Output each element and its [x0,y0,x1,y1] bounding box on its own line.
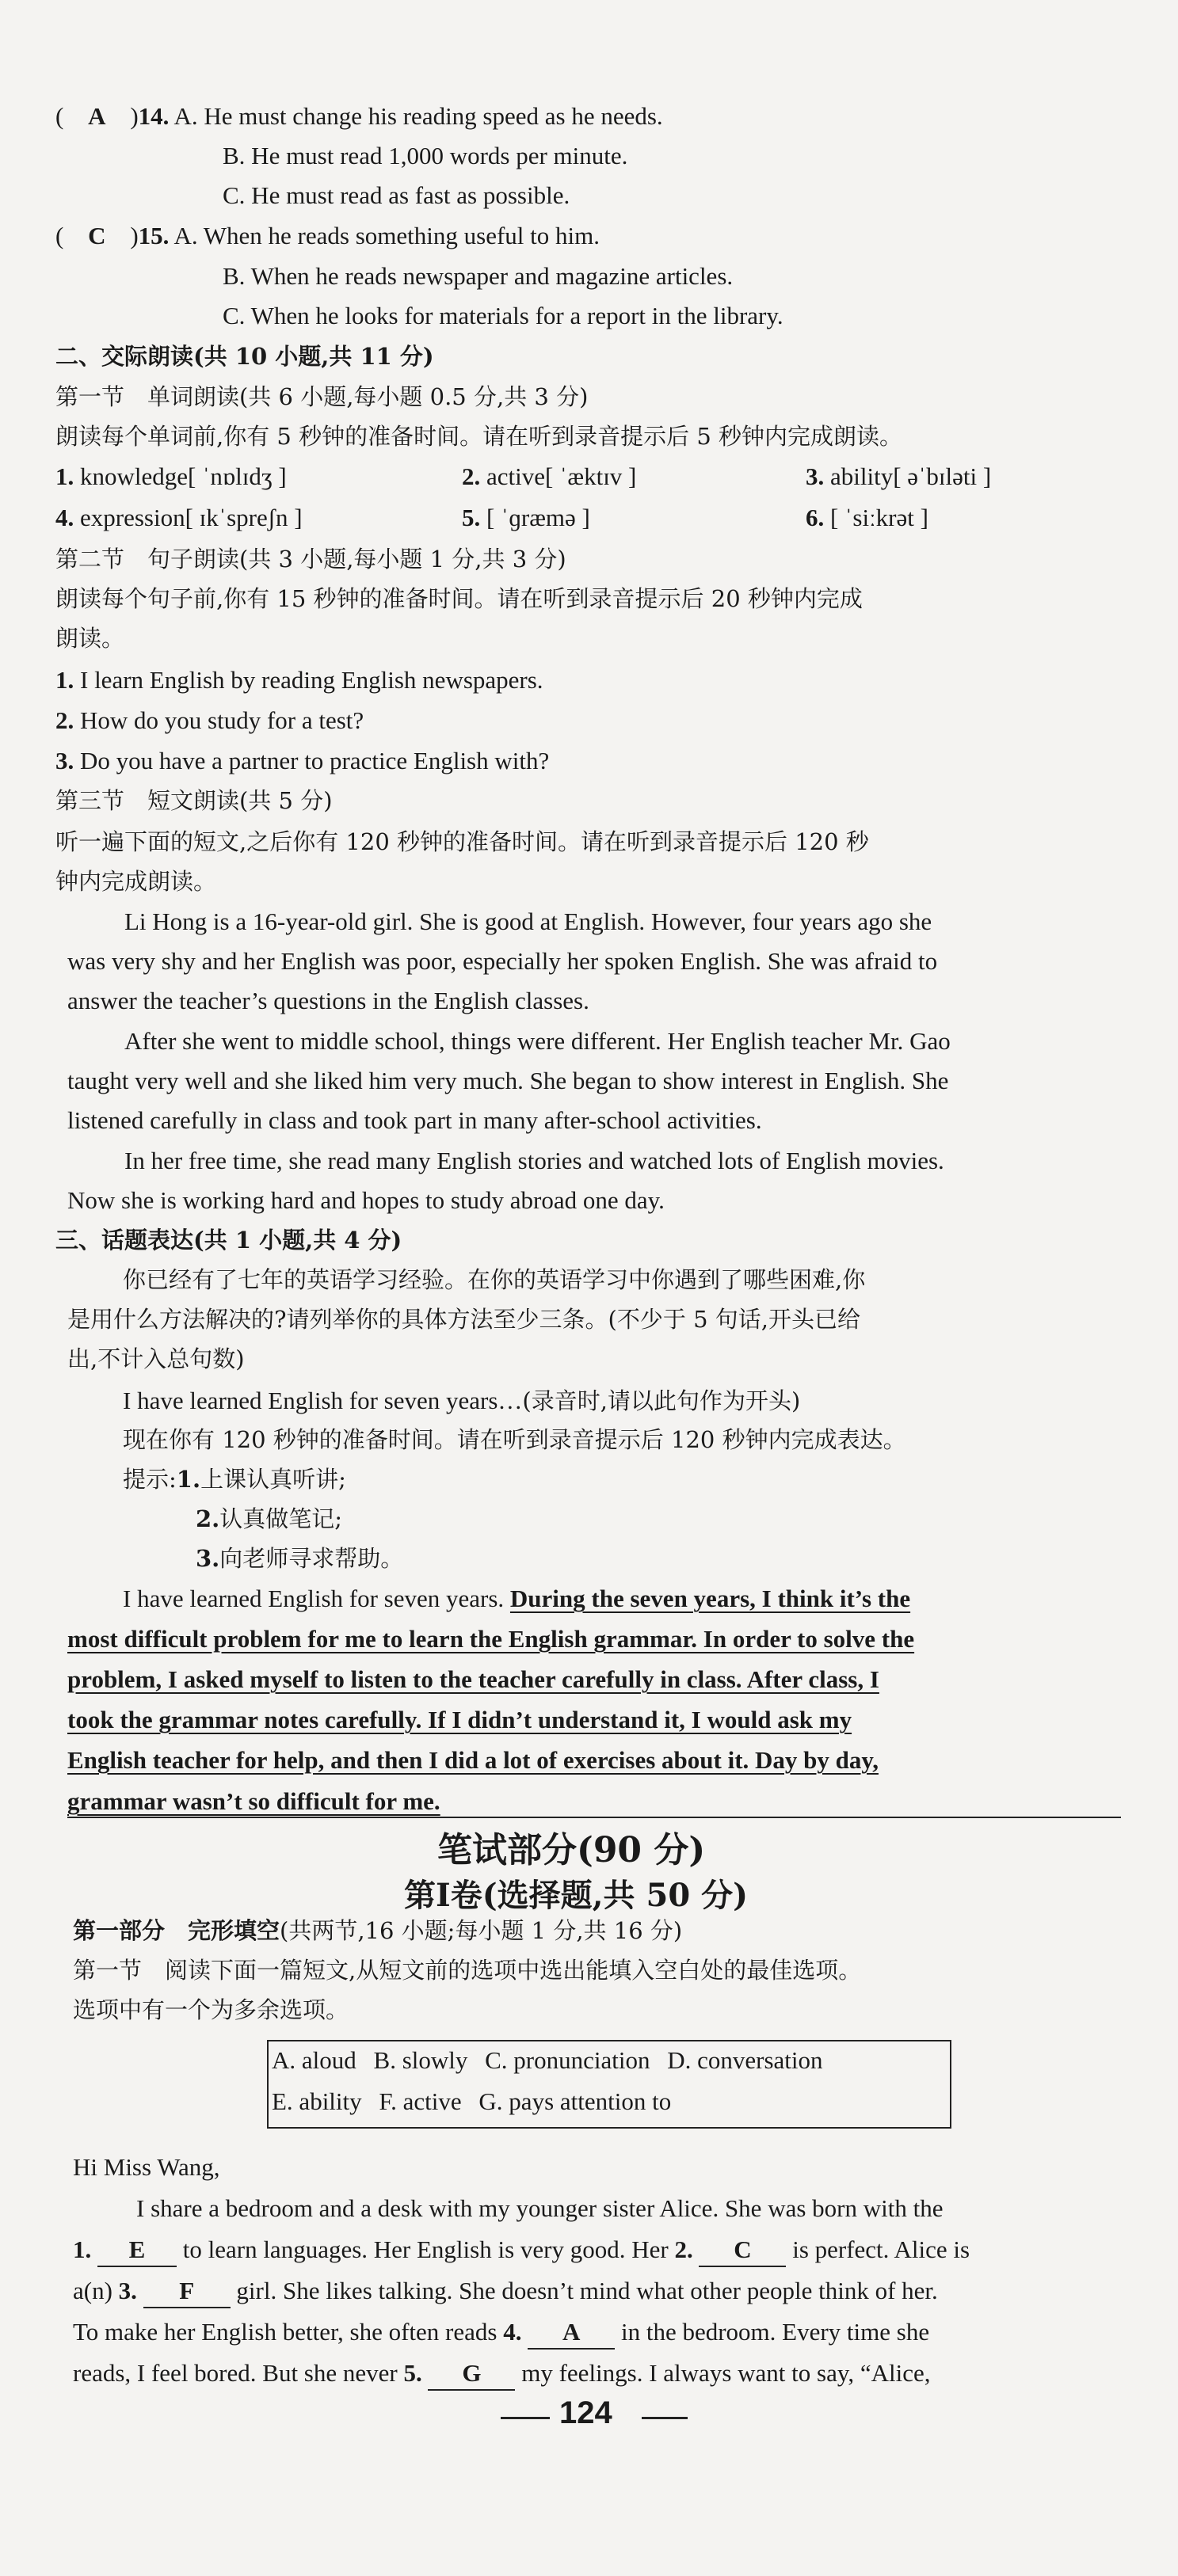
option-row [272,2087,671,2116]
blank-5: G [428,2358,515,2391]
answer-start: I have learned English for seven years. [123,1585,505,1612]
hint-number: 1. [176,1466,201,1493]
page-number: 124 [559,2395,612,2430]
part-title [73,1916,682,1945]
section-title-topic: 三、话题表达(共 1 小题,共 4 分) [55,1227,402,1254]
passage-line: Now she is working hard and hopes to study abroad one day. [67,1186,665,1214]
letter-text: my feelings. I always want to say, “Alice, [521,2359,931,2387]
topic-prep: 现在你有 120 秒钟的准备时间。请在听到录音提示后 120 秒钟内完成表达。 [123,1426,906,1453]
option-a: A. He must change his reading speed as he needs. [173,102,663,130]
topic-opening [123,1386,800,1417]
blank-number: 3. [118,2277,137,2304]
word-item [462,503,590,534]
option-item: F. active [379,2087,462,2115]
model-answer-text: most difficult problem for me to learn the English grammar. In order to solve the [67,1625,915,1653]
passage-line: In her free time, she read many English stories and watched lots of English movies. [124,1147,944,1174]
section-title-speaking: 二、交际朗读(共 10 小题,共 11 分) [55,343,434,370]
blank-4: A [528,2317,615,2350]
options-box [267,2040,951,2129]
word-number: 5. [462,504,481,531]
hint-number: 2. [196,1505,220,1532]
letter-line [73,2358,930,2391]
sentence-number: 2. [55,706,74,734]
volume-title: 第Ⅰ卷(选择题,共 50 分) [404,1877,749,1914]
answer-underline [67,1817,1121,1818]
part-note: (共两节,16 小题;每小题 1 分,共 16 分) [280,1917,683,1944]
word-item [806,462,991,493]
part2-instruction: 朗读。 [55,625,125,652]
option-item: C. pronunciation [485,2046,650,2074]
topic-prompt: 出,不计入总句数) [67,1345,245,1372]
letter-line [73,2317,929,2350]
passage-line: After she went to middle school, things were different. Her English teacher Mr. Gao [124,1027,951,1055]
hint-label: 提示: [123,1466,177,1493]
word-number: 1. [55,462,74,490]
part-heading: 第一部分 完形填空 [73,1917,280,1944]
blank-number: 4. [503,2318,522,2346]
option-item: A. aloud [272,2046,356,2074]
part3-title: 第三节 短文朗读(共 5 分) [55,787,333,814]
answer-14: A [88,102,106,130]
part2-title: 第二节 句子朗读(共 3 小题,每小题 1 分,共 3 分) [55,546,566,573]
model-answer-text: took the grammar notes carefully. If I didn’t understand it, I would ask my [67,1706,852,1733]
sentence-item [55,665,543,696]
word-number: 6. [806,504,825,531]
letter-greeting: Hi Miss Wang, [73,2153,220,2181]
letter-text: in the bedroom. Every time she [620,2318,930,2346]
option-b: B. He must read 1,000 words per minute. [223,142,628,169]
word-item [55,462,287,493]
option-row [272,2046,823,2075]
letter-text: to learn languages. Her English is very good. Her [182,2235,669,2263]
passage-line: taught very well and she liked him very much. She began to show interest in English. She [67,1067,949,1094]
section-instruction: 选项中有一个为多余选项。 [73,1996,349,2023]
letter-text: is perfect. Alice is [792,2235,970,2263]
topic-prompt: 你已经有了七年的英语学习经验。在你的英语学习中你遇到了哪些困难,你 [123,1266,866,1293]
blank-number: 1. [73,2235,92,2263]
question-14: ( A )14. A. He must change his reading speed as he needs. [55,101,663,132]
letter-text: girl. She likes talking. She doesn’t mind what other people think of her. [236,2277,938,2304]
hint-text: 向老师寻求帮助。 [219,1545,404,1572]
sentence-text: I learn English by reading English newspapers. [80,666,543,694]
sentence-item [55,746,549,777]
part1-title: 第一节 单词朗读(共 6 小题,每小题 0.5 分,共 3 分) [55,383,589,410]
sentence-text: Do you have a partner to practice English with? [80,747,550,774]
topic-prompt: 是用什么方法解决的?请列举你的具体方法至少三条。(不少于 5 句话,开头已给 [67,1306,860,1333]
blank-number: 5. [403,2359,422,2387]
letter-line: I share a bedroom and a desk with my younger sister Alice. She was born with the [136,2194,944,2222]
model-answer-text: problem, I asked myself to listen to the teacher carefully in class. After class, I [67,1665,879,1693]
opening-sentence: I have learned English for seven years… [123,1387,523,1414]
blank-number: 2. [674,2235,693,2263]
word-text: [ ˈsiːkrət ] [830,504,928,531]
word-text: ability[ əˈbɪləti ] [830,462,992,490]
blank-1: E [97,2235,177,2267]
part3-instruction: 听一遍下面的短文,之后你有 120 秒钟的准备时间。请在听到录音提示后 120 秒 [55,828,869,855]
written-part-title: 笔试部分(90 分) [437,1830,706,1870]
answer-15: C [88,222,106,249]
option-item: G. pays attention to [478,2087,672,2115]
hint-number: 3. [196,1545,220,1572]
passage-line: answer the teacher’s questions in the English classes. [67,987,589,1014]
word-number: 3. [806,462,825,490]
letter-text: a(n) [73,2277,112,2304]
answer-line [123,1584,910,1615]
word-text: expression[ ɪkˈspreʃn ] [80,504,303,531]
part1-instruction: 朗读每个单词前,你有 5 秒钟的准备时间。请在听到录音提示后 5 秒钟内完成朗读。 [55,423,902,450]
word-number: 4. [55,504,74,531]
hint-item [123,1465,346,1493]
page-number-dash-left [501,2417,550,2419]
sentence-item [55,706,364,736]
blank-3: F [143,2276,231,2308]
letter-line [73,2235,970,2267]
letter-text: To make her English better, she often reads [73,2318,498,2346]
hint-text: 认真做笔记; [219,1505,343,1532]
word-item [55,503,303,534]
word-text: knowledge[ ˈnɒlɪdʒ ] [80,462,287,490]
word-text: [ ˈɡræmə ] [486,504,590,531]
passage-line: was very shy and her English was poor, especially her spoken English. She was afraid to [67,947,938,975]
hint-item [196,1544,403,1573]
option-c: C. He must read as fast as possible. [223,181,570,209]
option-item: B. slowly [373,2046,468,2074]
question-number: 14. [138,102,170,130]
word-text: active[ ˈæktɪv ] [486,462,637,490]
part2-instruction: 朗读每个句子前,你有 15 秒钟的准备时间。请在听到录音提示后 20 秒钟内完成 [55,585,863,612]
letter-line [73,2276,938,2308]
word-item [806,503,928,534]
passage-line: Li Hong is a 16-year-old girl. She is good at English. However, four years ago she [124,907,932,935]
page-number-dash-right [642,2417,688,2419]
blank-2: C [699,2235,786,2267]
model-answer-text: grammar wasn’t so difficult for me. [67,1787,440,1815]
hint-text: 上课认真听讲; [200,1466,346,1493]
option-b: B. When he reads newspaper and magazine articles. [223,262,734,290]
letter-text: reads, I feel bored. But she never [73,2359,398,2387]
option-a: A. When he reads something useful to him. [173,222,600,249]
opening-note: (录音时,请以此句作为开头) [522,1387,801,1414]
sentence-number: 1. [55,666,74,694]
sentence-number: 3. [55,747,74,774]
model-answer-text: During the seven years, I think it’s the [509,1585,911,1612]
hint-item [196,1505,342,1533]
section-instruction: 第一节 阅读下面一篇短文,从短文前的选项中选出能填入空白处的最佳选项。 [73,1957,862,1984]
sentence-text: How do you study for a test? [80,706,364,734]
word-item [462,462,636,493]
word-number: 2. [462,462,481,490]
passage-line: listened carefully in class and took part in many after-school activities. [67,1106,762,1134]
question-number: 15. [138,222,170,249]
part3-instruction: 钟内完成朗读。 [55,868,217,895]
option-c: C. When he looks for materials for a report in the library. [223,302,783,329]
model-answer-text: English teacher for help, and then I did a lot of exercises about it. Day by day, [67,1746,879,1774]
question-15: ( C )15. A. When he reads something useful to him. [55,221,600,252]
option-item: D. conversation [667,2046,823,2074]
option-item: E. ability [272,2087,362,2115]
